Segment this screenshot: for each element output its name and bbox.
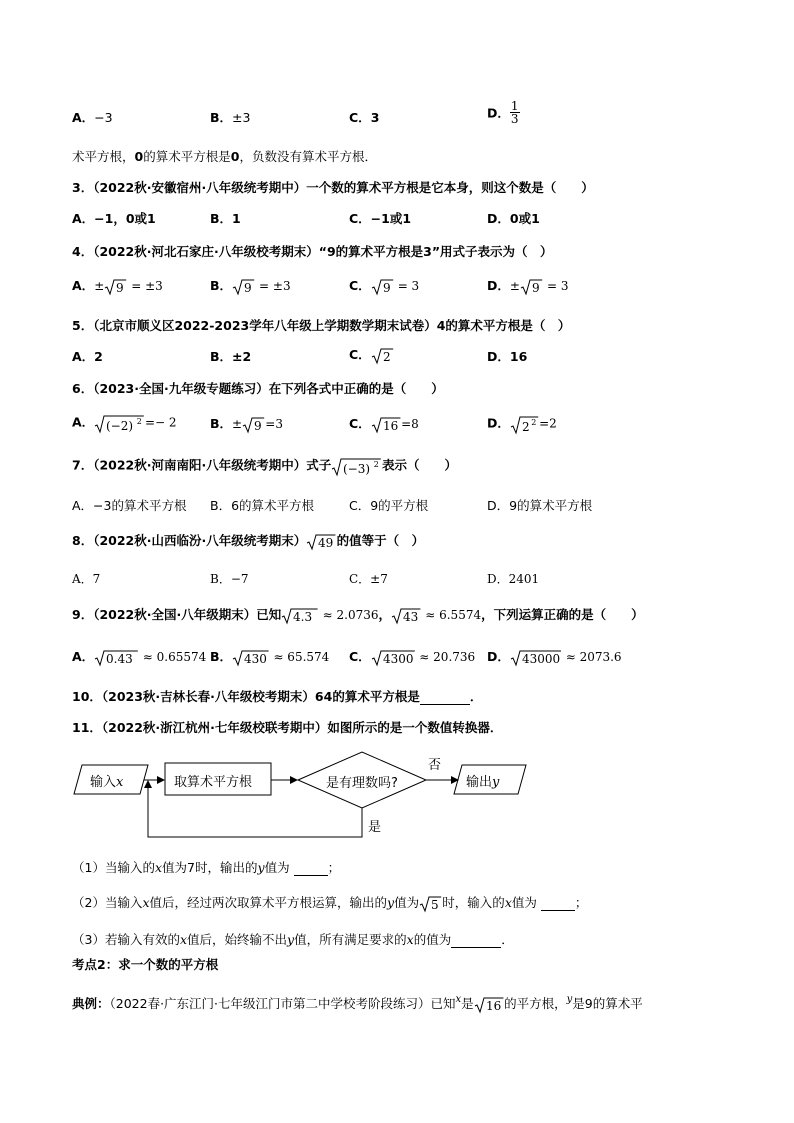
q2-option-a [72,108,113,126]
svg-text:9: 9 [254,418,262,433]
example-label: 典例： [72,996,110,1011]
q6-stem: 6．（2023·全国·九年级专题练习）在下列各式中正确的是（ ） [72,381,444,396]
text: 9．（2022秋·全国·八年级期末）已知 [72,607,282,622]
q7-stem [72,455,457,477]
q6-option-a [72,412,177,434]
q11-stem: 11．（2022秋·浙江杭州·七年级校联考期中）如图所示的是一个数值转换器． [72,720,503,735]
text: 值为 [394,895,420,910]
variable: x [406,932,414,947]
sqrt [520,278,543,296]
q10-stem [72,687,482,705]
option-label: B． [210,278,233,293]
sqrt [474,996,504,1014]
q8-option-d: D．2401 [487,572,540,586]
svg-text:9: 9 [531,280,540,295]
math-text: ≈ 0.65574 [138,650,207,664]
section-heading: 考点2：求一个数的平方根 [72,957,219,972]
option-label: A． [72,649,95,664]
svg-text:4.3: 4.3 [293,609,313,624]
svg-text:5: 5 [431,897,439,912]
value-converter-flowchart [70,750,530,845]
text: 输入 [90,775,117,790]
option-label: C． [349,649,371,664]
sqrt [242,416,265,434]
q8-option-a: A．7 [72,572,101,586]
text: 是9的算术平 [572,996,643,1011]
text: 值为7时，输出的 [162,860,258,875]
text: 值后，始终输不出 [187,932,288,947]
svg-text:2: 2 [382,349,391,364]
option-label: C． [349,110,371,125]
option-label: D． [487,649,510,664]
sqrt [391,607,421,625]
text: 是 [461,996,474,1011]
flow-yes-label: 是 [368,820,382,835]
text: 8．（2022秋·山西临汾·八年级统考期末） [72,533,307,548]
sqrt [94,412,145,434]
variable: x [455,994,462,1005]
q6-option-c [349,414,419,434]
variable: y [566,994,573,1005]
option-label: A． [72,278,95,293]
math-text: = 3 [393,279,420,293]
q7-option-b: B．6的算术平方根 [210,498,315,513]
variable: x [179,932,188,947]
q7-option-a: A．−3的算术平方根 [72,498,187,513]
q4-option-b [210,276,291,296]
text: 10．（2023秋·吉林长春·八年级校考期末）64的算术平方根是 [72,689,420,704]
svg-text:4300: 4300 [382,651,414,666]
q2-option-c [349,108,379,126]
option-text: ±3 [232,110,251,125]
q8-option-c: C．±7 [349,572,388,586]
text: 输出 [466,775,493,790]
q11-part-2 [72,893,587,913]
q2-option-b [210,108,250,126]
svg-text:49: 49 [318,535,334,550]
q5-option-a: A．2 [72,349,103,364]
q11-part-1 [72,858,340,876]
sqrt [232,649,270,667]
q8-option-b: B．−7 [210,572,249,586]
text: ， [378,607,392,622]
q7-option-d: D．9的算术平方根 [487,498,593,513]
svg-text:9: 9 [382,280,391,295]
math-text: ≈ 6.5574 [421,608,482,622]
text: ，下列运算正确的是（ ） [481,607,644,622]
flowchart-diagram [70,750,530,845]
math-text: ± [509,279,520,293]
example-line [72,994,643,1014]
q9-option-a [72,647,206,667]
q4-option-d [487,276,568,296]
text-bold: 0 [134,149,144,164]
variable: y [287,932,295,947]
text: ； [327,860,341,875]
sqrt [94,649,139,667]
option-label: B． [210,649,233,664]
svg-text:2: 2 [521,420,530,434]
svg-text:43000: 43000 [521,651,561,666]
q6-option-d [487,413,557,435]
fraction [510,100,520,125]
q5-option-c [349,345,394,365]
text: 值，所有满足要求的 [294,932,407,947]
sqrt [419,895,442,913]
q8-stem [72,531,424,551]
variable: x [504,895,512,910]
answer-blank[interactable] [451,932,501,948]
flow-output-label [466,771,499,790]
q4-stem: 4．（2022秋·河北石家庄·八年级校考期末）“9的算术平方根是3”用式子表示为（ ） [72,244,553,259]
svg-text:16: 16 [382,418,398,433]
svg-text:2: 2 [136,417,143,426]
text: ，负数没有算术平方根． [239,149,377,164]
sqrt [510,649,562,667]
explanation-line [72,147,377,165]
option-label: C． [349,347,371,362]
text: 的值等于（ ） [336,533,425,548]
q9-option-b [210,647,329,667]
fraction-denominator: 3 [510,112,519,126]
variable: x [142,895,150,910]
math-text: ± [94,279,105,293]
q5-option-d: D．16 [487,349,528,364]
text: 表示（ ） [382,457,458,473]
variable: y [257,860,265,875]
svg-text:430: 430 [244,651,267,666]
q5-option-b: B．±2 [210,349,252,364]
flow-process-label: 取算术平方根 [174,775,253,790]
sqrt [104,278,127,296]
option-text: 3 [370,110,380,125]
q4-option-a [72,276,163,296]
math-text: ≈ 2.0736 [318,608,379,622]
svg-text:(−2): (−2) [106,419,134,433]
q11-part-3 [72,930,514,948]
variable: y [492,775,500,790]
svg-text:(−3): (−3) [343,462,371,476]
math-text: =3 [265,417,283,431]
svg-text:0.43: 0.43 [106,651,133,666]
text: ． [501,932,514,947]
answer-blank[interactable] [541,895,575,911]
answer-blank[interactable] [294,860,328,876]
sqrt [371,347,394,365]
q4-option-c [349,276,419,296]
flow-input-label [90,771,123,790]
sqrt [371,649,416,667]
sqrt [510,413,539,435]
option-label: D． [487,278,510,293]
text: 7．（2022秋·河南南阳·八年级统考期中）式子 [72,457,332,473]
text: ． [469,689,483,704]
svg-text:9: 9 [116,280,124,295]
math-text: =8 [401,417,419,431]
fraction-numerator: 1 [510,99,519,113]
math-text: ± [232,417,243,431]
text: 时，输入的 [442,895,505,910]
variable: x [116,775,124,790]
q3-option-d: D．0或1 [487,211,540,226]
text: （3）若输入有效的 [72,932,180,947]
text: 的值为 [413,932,452,947]
option-label: A． [72,414,95,430]
math-text: ≈ 2073.6 [561,650,622,664]
text: 值为 [511,895,537,910]
q3-option-b: B．1 [210,211,241,226]
option-label: C． [349,416,371,431]
q5-stem: 5．（北京市顺义区2022-2023学年八年级上学期数学期末试卷）4的算术平方根是（ ） [72,318,571,333]
sqrt [306,533,336,551]
math-text: = 3 [543,279,569,293]
q3-option-a: A．−1，0或1 [72,211,156,226]
sqrt [281,607,319,625]
q3-option-c: C．−1或1 [349,211,412,226]
option-label: C． [349,278,371,293]
q9-option-c [349,647,475,667]
svg-text:16: 16 [485,998,501,1013]
text: （2022春·广东江门·七年级江门市第二中学校考阶段练习）已知 [109,996,456,1011]
q9-option-d [487,647,622,667]
text: （1）当输入的 [72,860,155,875]
text: ； [574,895,588,910]
sqrt [331,455,382,477]
q2-option-d [487,100,520,125]
math-text: =− 2 [144,415,177,430]
variable: y [387,895,395,910]
q9-stem [72,605,644,625]
text-bold: 0 [230,149,240,164]
svg-text:43: 43 [403,609,419,624]
svg-text:9: 9 [244,280,252,295]
answer-blank[interactable] [420,689,470,705]
flow-decision-label: 是有理数吗? [326,776,398,791]
option-label: B． [210,110,233,125]
sqrt [371,416,401,434]
option-text: −3 [94,110,113,125]
text: 的算术平方根是 [143,149,231,164]
option-label: D． [487,105,510,121]
sqrt [232,278,255,296]
math-text: = ±3 [127,279,163,293]
text: 值后，经过两次取算术平方根运算，输出的 [149,895,388,910]
option-label: A． [72,110,95,125]
math-text: ≈ 65.574 [269,650,330,664]
svg-text:2: 2 [531,418,537,427]
math-text: ≈ 20.736 [415,650,476,664]
q3-stem: 3．（2022秋·安徽宿州·八年级统考期中）一个数的算术平方根是它本身，则这个数是（ ） [72,180,594,195]
svg-text:2: 2 [374,460,380,469]
math-text: =2 [539,416,557,431]
flow-no-label: 否 [428,758,442,773]
math-text: = ±3 [255,279,291,293]
text: 值为 [264,860,290,875]
text: 术平方根， [72,149,135,164]
option-label: B． [210,416,233,431]
text: 的平方根， [504,996,567,1011]
q7-option-c: C．9的平方根 [349,498,429,513]
text: （2）当输入 [72,895,143,910]
variable: x [154,860,163,875]
q6-option-b [210,414,283,434]
option-label: D． [487,415,510,431]
sqrt [371,278,394,296]
